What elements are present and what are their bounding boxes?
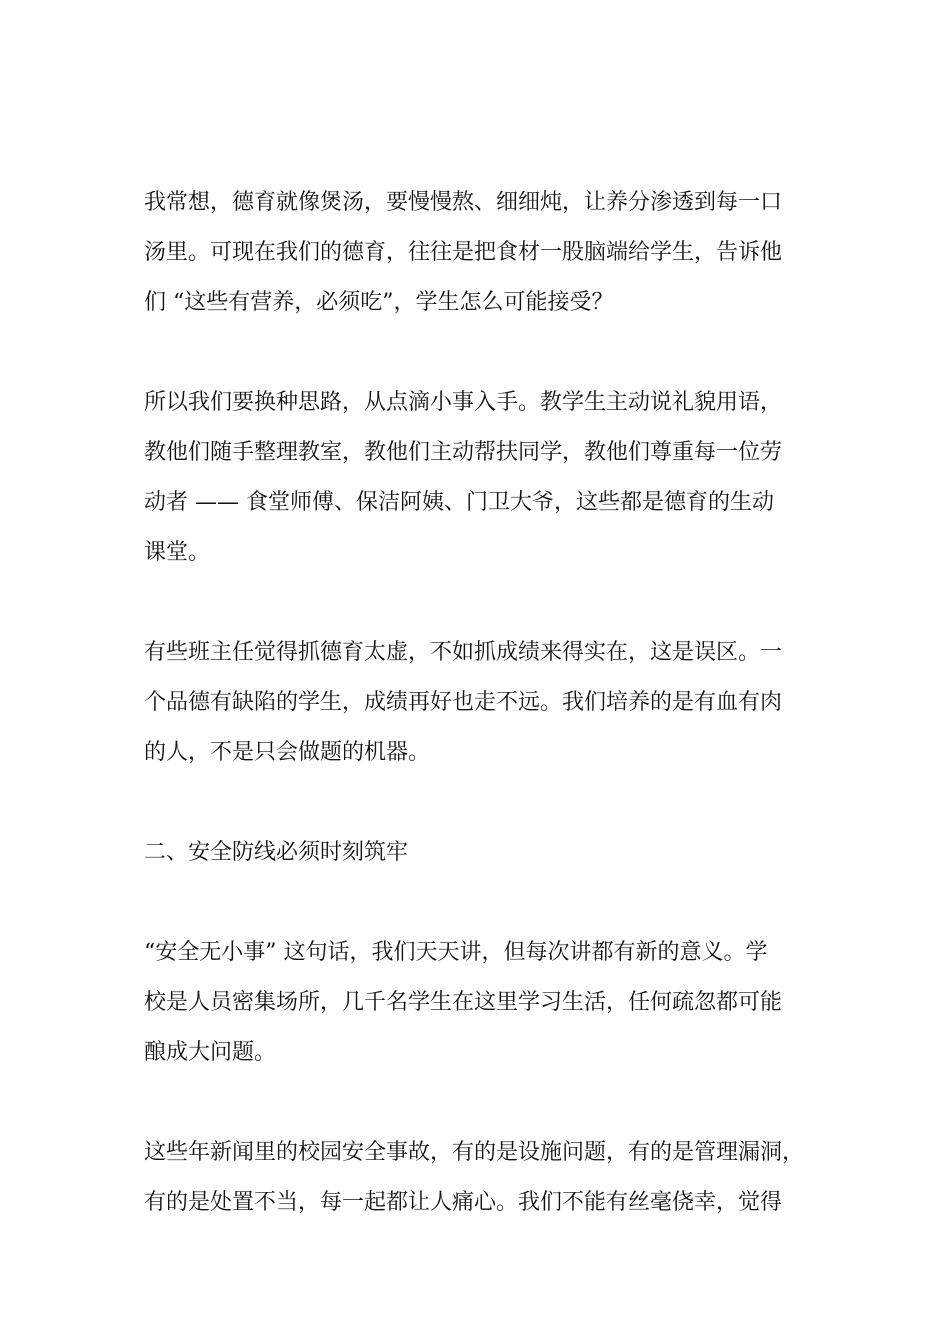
- paragraph-soup-analogy: [144, 178, 824, 328]
- text-line: 汤里。可现在我们的德育，往往是把食材一股脑端给学生，告诉他: [144, 240, 783, 265]
- paragraph-safety-motto: [144, 928, 824, 1078]
- text-line: 有的是处置不当，每一起都让人痛心。我们不能有丝毫侥幸，觉得: [144, 1190, 783, 1215]
- text-line: 这些年新闻里的校园安全事故，有的是设施问题，有的是管理漏洞，: [144, 1140, 805, 1165]
- text-line: 的人，不是只会做题的机器。: [144, 740, 431, 765]
- text-line: 们 “这些有营养，必须吃”，学生怎么可能接受？: [144, 290, 614, 315]
- text-line: 教他们随手整理教室，教他们主动帮扶同学，教他们尊重每一位劳: [144, 440, 783, 465]
- text-line: 动者 —— 食堂师傅、保洁阿姨、门卫大爷，这些都是德育的生动: [144, 490, 774, 515]
- paragraph-small-things: [144, 378, 824, 578]
- document-body: [144, 178, 824, 1278]
- section-heading-safety: [144, 828, 824, 878]
- paragraph-safety-news: [144, 1128, 824, 1228]
- text-line: “安全无小事” 这句话，我们天天讲，但每次讲都有新的意义。学: [144, 940, 768, 965]
- text-line: 我常想，德育就像煲汤，要慢慢熬、细细炖，让养分渗透到每一口: [144, 190, 783, 215]
- text-line: 有些班主任觉得抓德育太虚，不如抓成绩来得实在，这是误区。一: [144, 640, 783, 665]
- text-line: 个品德有缺陷的学生，成绩再好也走不远。我们培养的是有血有肉: [144, 690, 783, 715]
- text-line: 酿成大问题。: [144, 1040, 277, 1065]
- text-line: 所以我们要换种思路，从点滴小事入手。教学生主动说礼貌用语，: [144, 390, 783, 415]
- text-line: 课堂。: [144, 540, 211, 565]
- paragraph-misconception: [144, 628, 824, 778]
- text-line: 校是人员密集场所，几千名学生在这里学习生活，任何疏忽都可能: [144, 990, 783, 1015]
- heading-line: 二、安全防线必须时刻筑牢: [144, 840, 409, 865]
